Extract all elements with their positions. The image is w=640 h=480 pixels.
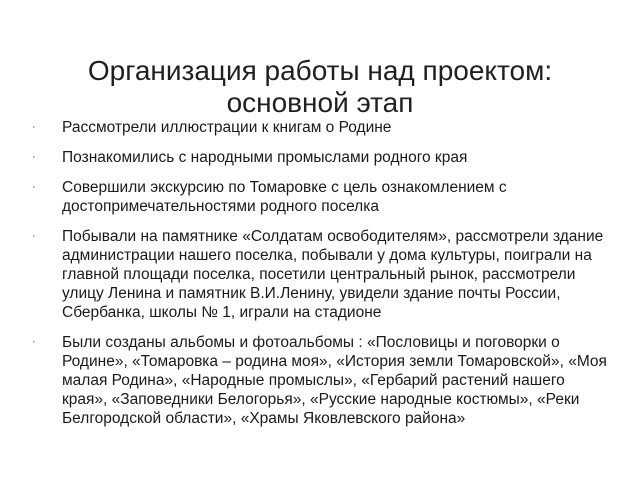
bullet-marker-icon: · [32,151,36,163]
bullet-marker-icon: · [32,230,36,242]
bullet-marker-icon: · [32,336,36,348]
bullet-list [30,118,610,439]
bullet-item [30,178,610,216]
bullet-item [30,227,610,322]
bullet-text: Рассмотрели иллюстрации к книгам о Родине [62,119,392,136]
bullet-text: Познакомились с народными промыслами родного края [62,149,468,166]
bullet-text: Побывали на памятнике «Солдатам освободителям», рассмотрели здание администрации нашего поселка, побывали у дома культуры, поиграли на главной площади поселка, посетили центральный рынок, рассмотрели улицу Ленина и памятник В.И.Ленину, увидели здание почты России, Сбербанка, школы № 1, играли на стадионе [62,228,604,321]
bullet-item [30,333,610,428]
bullet-item [30,148,610,167]
bullet-marker-icon: · [32,121,36,133]
bullet-marker-icon: · [32,181,36,193]
bullet-item [30,118,610,137]
slide-title: Организация работы над проектом: основной этап [87,55,553,118]
bullet-text: Совершили экскурсию по Томаровке с цель ознакомлением с достопримечательностями родного поселка [62,179,507,215]
bullet-text: Были созданы альбомы и фотоальбомы : «Пословицы и поговорки о Родине», «Томаровка – родина моя», «История земли Томаровской», «Моя малая Родина», «Народные промыслы», «Гербарий растений нашего края», «Заповедники Белогорья», «Русские народные костюмы», «Реки Белгородской области», «Храмы Яковлевского района» [62,334,607,427]
